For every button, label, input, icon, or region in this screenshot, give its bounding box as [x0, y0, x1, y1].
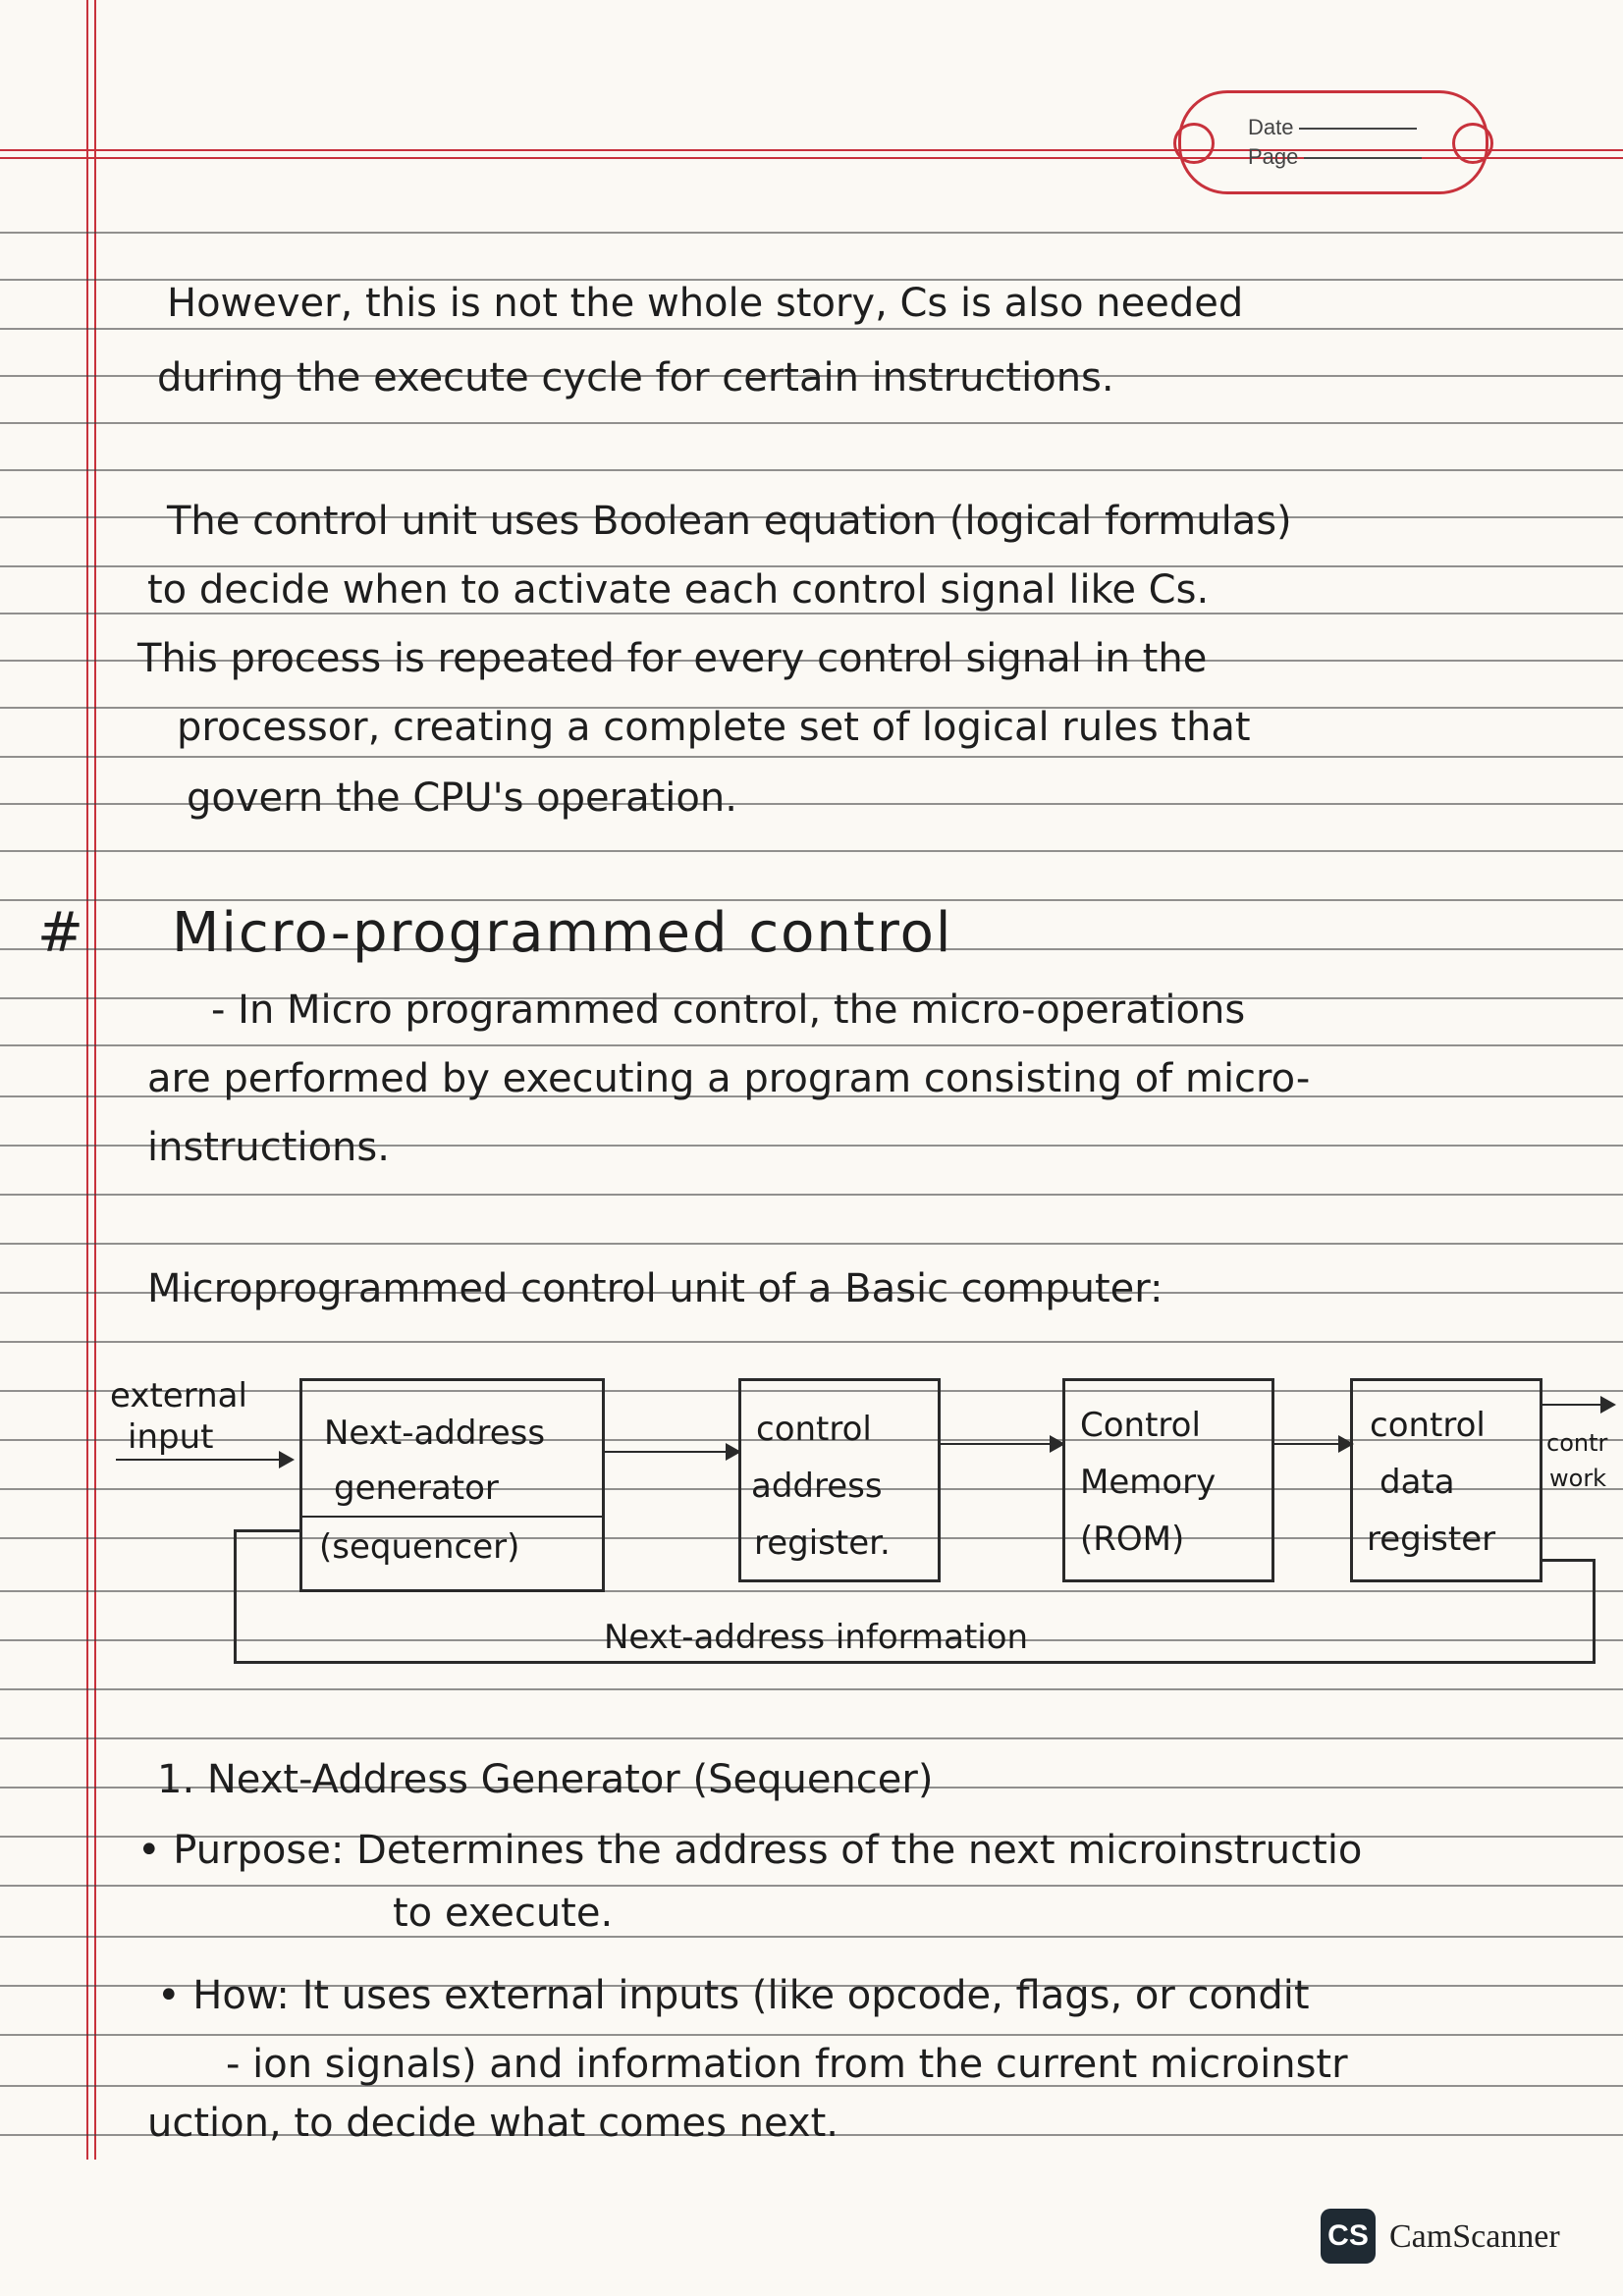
bullet-line: to decide when to activate each control signal like Cs. — [147, 567, 1210, 613]
ruled-line — [0, 422, 1623, 424]
box-label: (ROM) — [1080, 1520, 1185, 1559]
page-field: Page — [1248, 144, 1422, 170]
ruled-line — [0, 850, 1623, 852]
heading-hash: # — [37, 901, 85, 965]
stamp-curl-right — [1452, 123, 1493, 164]
intro-line: instructions. — [147, 1125, 390, 1170]
intro-line: are performed by executing a program consisting of micro- — [147, 1056, 1311, 1101]
box-label: Next-address — [324, 1414, 546, 1453]
ruled-line — [0, 2034, 1623, 2036]
ruled-line — [0, 1044, 1623, 1046]
box-label: data — [1380, 1463, 1455, 1502]
box-label: address — [751, 1467, 883, 1506]
box-label: register. — [754, 1523, 891, 1563]
feedback-line — [234, 1529, 237, 1664]
feedback-line — [234, 1529, 300, 1532]
box-label: register — [1367, 1520, 1496, 1559]
external-input-label-2: input — [128, 1417, 214, 1457]
how-line: - ion signals) and information from the current microinstr — [226, 2042, 1348, 2087]
box-label: (sequencer) — [319, 1527, 520, 1567]
feedback-line — [234, 1661, 1596, 1664]
feedback-label: Next-address information — [604, 1618, 1029, 1657]
date-page-stamp — [1178, 90, 1488, 194]
bullet-line: This process is repeated for every control signal in the — [137, 636, 1208, 681]
ruled-line — [0, 469, 1623, 471]
how-line: • How: It uses external inputs (like opcode, flags, or condit — [157, 1973, 1310, 2018]
external-input-label: external — [110, 1376, 247, 1415]
bullet-line: processor, creating a complete set of logical rules that — [177, 705, 1251, 750]
output-label: contr — [1546, 1429, 1608, 1457]
subsection-title: 1. Next-Address Generator (Sequencer) — [157, 1757, 934, 1802]
ruled-line — [0, 1243, 1623, 1245]
ruled-line — [0, 1936, 1623, 1938]
arrow-to-cdr — [1271, 1443, 1352, 1445]
paragraph-line: during the execute cycle for certain instructions. — [157, 355, 1114, 400]
box-label: Memory — [1080, 1463, 1217, 1502]
ruled-line — [0, 328, 1623, 330]
ruled-line — [0, 613, 1623, 614]
box-label: generator — [334, 1468, 499, 1508]
feedback-line — [1593, 1559, 1596, 1663]
output-label-2: work — [1549, 1465, 1607, 1492]
intro-line: - In Micro programmed control, the micro-operations — [211, 988, 1246, 1033]
feedback-line — [1540, 1559, 1595, 1562]
bullet-line: The control unit uses Boolean equation (logical formulas) — [167, 499, 1292, 544]
ruled-line — [0, 756, 1623, 758]
camscanner-logo: CS — [1321, 2209, 1376, 2264]
box-label: control — [756, 1410, 872, 1449]
input-arrow — [116, 1459, 293, 1461]
paragraph-line: However, this is not the whole story, Cs is also needed — [167, 281, 1244, 326]
date-field: Date — [1248, 115, 1417, 140]
ruled-line — [0, 1194, 1623, 1196]
arrow-to-memory — [938, 1443, 1063, 1445]
diagram-title: Microprogrammed control unit of a Basic computer: — [147, 1266, 1163, 1311]
box-label: Control — [1080, 1406, 1201, 1445]
stamp-curl-left — [1173, 123, 1215, 164]
ruled-line — [0, 1885, 1623, 1887]
camscanner-brand: CamScanner — [1389, 2218, 1560, 2255]
purpose-line: to execute. — [393, 1891, 614, 1936]
purpose-line: • Purpose: Determines the address of the next microinstructio — [137, 1828, 1363, 1873]
ruled-line — [0, 1737, 1623, 1739]
ruled-line — [0, 1688, 1623, 1690]
output-arrow — [1540, 1404, 1614, 1406]
arrow-to-car — [602, 1451, 739, 1453]
how-line: uction, to decide what comes next. — [147, 2101, 839, 2146]
section-heading: Micro-programmed control — [172, 901, 953, 965]
ruled-line — [0, 1590, 1623, 1592]
ruled-line — [0, 232, 1623, 234]
bullet-line: govern the CPU's operation. — [187, 775, 737, 821]
box-label: control — [1370, 1406, 1486, 1445]
ruled-line — [0, 1341, 1623, 1343]
box-divider — [299, 1516, 602, 1518]
